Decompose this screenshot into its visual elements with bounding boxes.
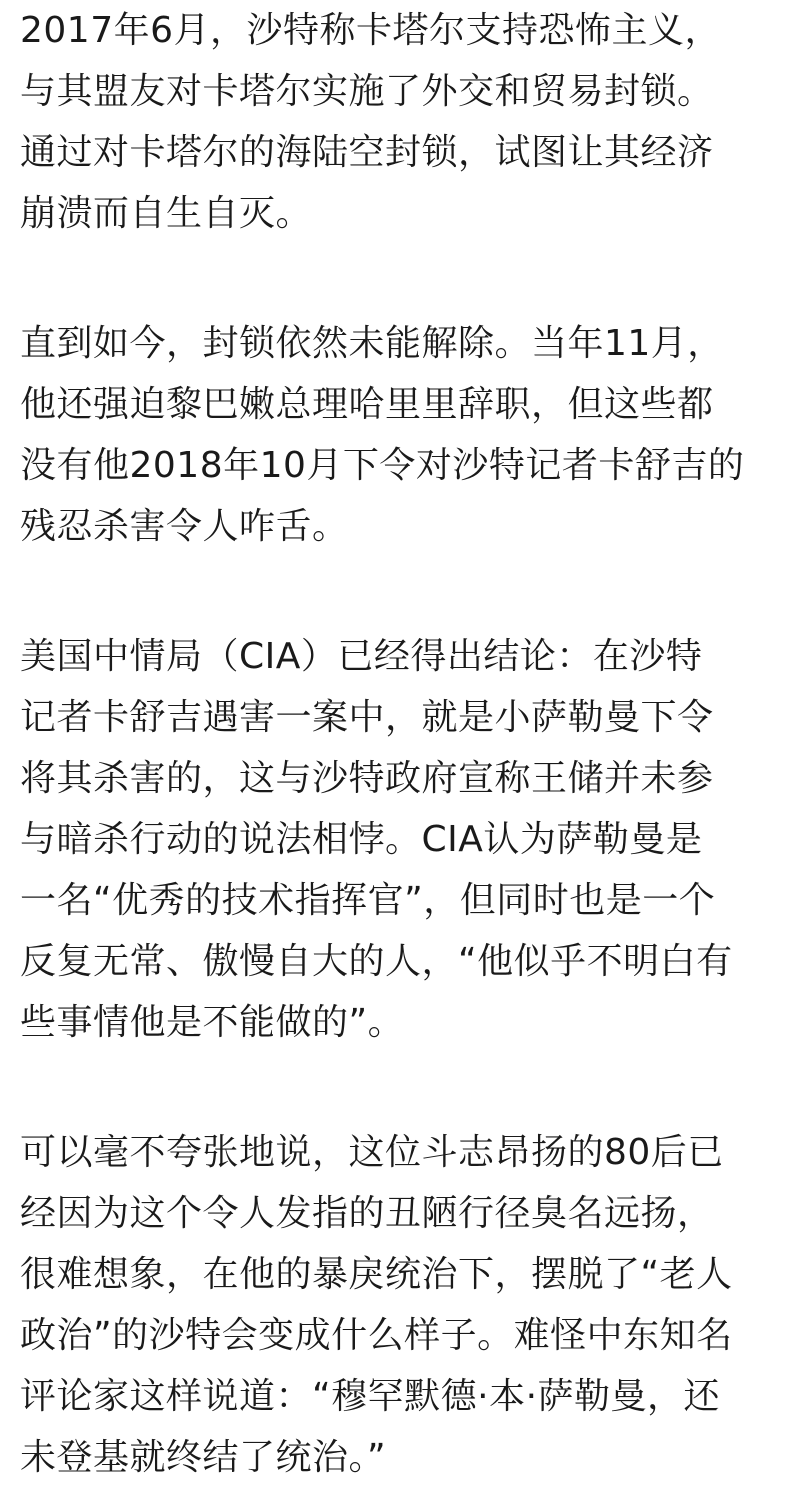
text-line: 可以毫不夸张地说，这位斗志昂扬的80后已: [20, 1132, 724, 1173]
text-line: 崩溃而自生自灭。: [20, 193, 313, 234]
paragraph-2: [20, 313, 780, 557]
text-line: 未登基就终结了统治。”: [20, 1437, 387, 1478]
text-line: 很难想象，在他的暴戾统治下，摆脱了“老人: [20, 1254, 733, 1295]
text-line: 反复无常、傲慢自大的人，“他似乎不明白有: [20, 941, 733, 982]
text-line: 经因为这个令人发指的丑陋行径臭名远扬，: [20, 1193, 714, 1234]
text-line: 与其盟友对卡塔尔实施了外交和贸易封锁。: [20, 71, 714, 112]
paragraph-1: [20, 0, 780, 244]
text-line: 评论家这样说道：“穆罕默德·本·萨勒曼，还: [20, 1376, 721, 1417]
text-line: 一名“优秀的技术指挥官”，但同时也是一个: [20, 880, 716, 921]
text-line: 没有他2018年10月下令对沙特记者卡舒吉的: [20, 445, 745, 486]
text-line: 政治”的沙特会变成什么样子。难怪中东知名: [20, 1315, 733, 1356]
text-line: 记者卡舒吉遇害一案中，就是小萨勒曼下令: [20, 697, 714, 738]
paragraph-4: [20, 1122, 780, 1488]
text-line: 直到如今，封锁依然未能解除。当年11月，: [20, 323, 724, 364]
text-line: 残忍杀害令人咋舌。: [20, 506, 349, 547]
text-line: 将其杀害的，这与沙特政府宣称王储并未参: [20, 758, 714, 799]
text-line: 些事情他是不能做的”。: [20, 1002, 405, 1043]
text-line: 与暗杀行动的说法相悖。CIA认为萨勒曼是: [20, 819, 703, 860]
paragraph-3: [20, 626, 780, 1053]
text-line: 通过对卡塔尔的海陆空封锁，试图让其经济: [20, 132, 714, 173]
text-line: 他还强迫黎巴嫩总理哈里里辞职，但这些都: [20, 384, 714, 425]
text-line: 美国中情局（CIA）已经得出结论：在沙特: [20, 636, 703, 677]
article-body: [20, 0, 780, 1488]
text-line: 2017年6月，沙特称卡塔尔支持恐怖主义，: [20, 10, 722, 51]
